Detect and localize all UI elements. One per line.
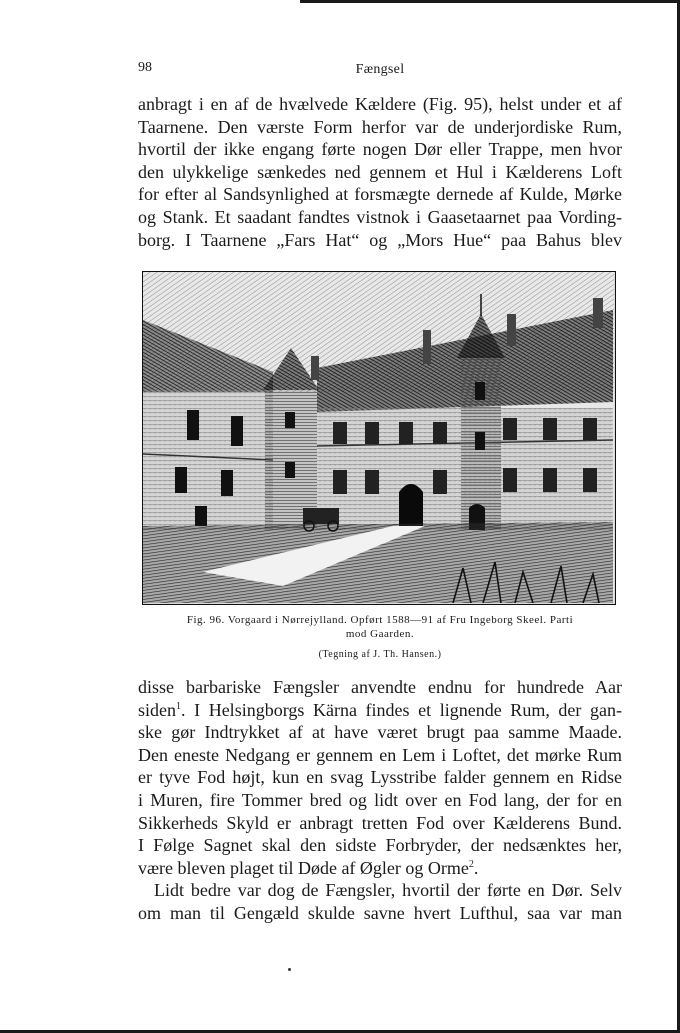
footnote-ref: 2 (468, 858, 474, 870)
body-text-top (138, 93, 622, 251)
paper-speck (288, 968, 291, 971)
body-text-bottom (138, 676, 622, 925)
page-number: 98 (138, 60, 152, 75)
figure-engraving-vorgaard (142, 271, 616, 605)
text-line: anbragt i en af de hvælvede Kældere (Fig. 95), helst under et af (138, 94, 622, 114)
text-line: og Stank. Et saadant fandtes vistnok i Gaasetaarnet paa Vording- (138, 206, 622, 227)
caption-line: mod Gaarden. (345, 627, 415, 640)
text-line: om man til Gengæld skulde savne hvert Lufthul, saa var man (138, 902, 622, 923)
footnote-ref: 1 (176, 700, 181, 712)
text-line: disse barbariske Fængsler anvendte endnu for hundrede Aar (138, 677, 622, 697)
page-edge-top (300, 0, 680, 3)
text-line: er tyve Fod højt, kun en svag Lysstribe falder gennem en Ridse (138, 767, 622, 788)
text-line: I Følge Sagnet skal den sidste Forbryder, der nedsænktes her, (138, 835, 622, 856)
text-line: Lidt bedre var dog de Fængsler, hvortil der førte en Dør. Selv (154, 880, 622, 901)
figure-caption (138, 614, 622, 641)
text-line: Taarnene. Den værste Form herfor var de underjordiske Rum, (138, 116, 622, 137)
text-line: ske gør Indtrykket af at have været brugt paa samme Maade. (138, 722, 622, 743)
text-line: borg. I Taarnene „Fars Hat“ og „Mors Hue“ paa Bahus blev (138, 229, 622, 250)
text-line: i Muren, fire Tommer bred og lidt over en Fod lang, der for en (138, 789, 622, 810)
text-line: for efter al Sandsynlighed at forsmægte dernede af Kulde, Mørke (138, 184, 622, 205)
text-line: være bleven plaget til Døde af Øgler og Orme$^2$. (138, 857, 479, 878)
caption-line: Fig. 96. Vorgaard i Nørrejylland. Opført 1588—91 af Fru Ingeborg Skeel. Parti (186, 614, 574, 626)
text-line: hvortil der ikke engang førte nogen Dør eller Trappe, men hvor (138, 139, 622, 160)
text-line: siden$^1$. I Helsingborgs Kärna findes et lignende Rum, der gan- (138, 699, 622, 720)
running-title: Fængsel (355, 62, 405, 77)
text-line: Den eneste Nedgang er gennem en Lem i Loftet, det mørke Rum (138, 744, 622, 765)
text-line: den ulykkelige sænkedes ned gennem et Hul i Kælderens Loft (138, 161, 622, 182)
text-line: Sikkerheds Skyld er anbragt tretten Fod over Kælderens Bund. (138, 812, 622, 833)
figure-credit: (Tegning af J. Th. Hansen.) (318, 649, 442, 660)
